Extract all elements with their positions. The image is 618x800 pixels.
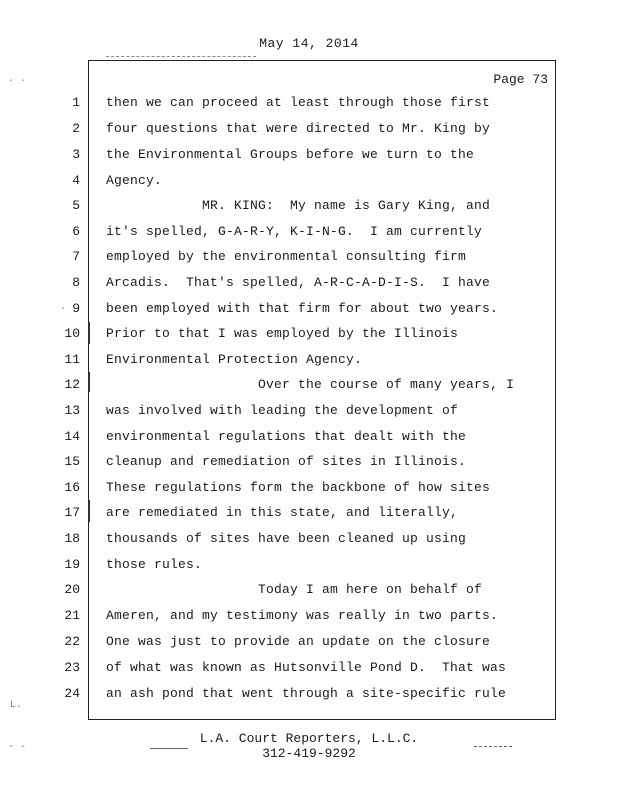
scan-speck: . . — [8, 74, 27, 85]
footer-company: L.A. Court Reporters, L.L.C. — [199, 731, 419, 746]
line-text: Prior to that I was employed by the Illinois — [106, 326, 459, 341]
line-text: Environmental Protection Agency. — [106, 352, 363, 367]
line-number: 13 — [64, 403, 80, 418]
line-text: employed by the environmental consulting firm — [106, 249, 467, 264]
line-text: environmental regulations that dealt with the — [106, 429, 467, 444]
line-text: are remediated in this state, and literally, — [106, 505, 459, 520]
margin-change-bar — [88, 500, 90, 522]
footer-phone: 312-419-9292 — [262, 746, 356, 761]
line-text: Ameren, and my testimony was really in two parts. — [106, 608, 499, 623]
line-number: 1 — [72, 95, 80, 110]
line-text: four questions that were directed to Mr. King by — [106, 121, 491, 136]
line-text: Agency. — [106, 173, 163, 188]
line-text: Arcadis. That's spelled, A-R-C-A-D-I-S. I have — [106, 275, 491, 290]
line-number: 7 — [72, 249, 80, 264]
line-text: an ash pond that went through a site-specific rule — [106, 686, 507, 701]
line-text: Today I am here on behalf of — [106, 582, 483, 597]
line-number: 3 — [72, 147, 80, 162]
line-number: 21 — [64, 608, 80, 623]
line-number: 24 — [64, 686, 80, 701]
line-number: 6 — [72, 224, 80, 239]
line-number: 9 — [72, 301, 80, 316]
line-number: 17 — [64, 505, 80, 520]
line-number: 16 — [64, 480, 80, 495]
line-number: 23 — [64, 660, 80, 675]
top-divider — [106, 56, 256, 58]
margin-change-bar — [88, 372, 90, 392]
line-number: 12 — [64, 377, 80, 392]
line-text: These regulations form the backbone of how sites — [106, 480, 491, 495]
line-text: it's spelled, G-A-R-Y, K-I-N-G. I am currently — [106, 224, 483, 239]
line-number: 11 — [64, 352, 80, 367]
line-number: 22 — [64, 634, 80, 649]
line-text: then we can proceed at least through those first — [106, 95, 491, 110]
line-text: of what was known as Hutsonville Pond D. That was — [106, 660, 507, 675]
line-number: 10 — [64, 326, 80, 341]
line-text: was involved with leading the development of — [106, 403, 459, 418]
scan-speck: - - — [8, 742, 27, 753]
line-number: 2 — [72, 121, 80, 136]
line-text: thousands of sites have been cleaned up using — [106, 531, 467, 546]
line-number: 8 — [72, 275, 80, 290]
scan-speck: . — [60, 302, 67, 313]
line-text: One was just to provide an update on the closure — [106, 634, 491, 649]
line-number: 20 — [64, 582, 80, 597]
line-text: MR. KING: My name is Gary King, and — [106, 198, 491, 213]
line-number: 15 — [64, 454, 80, 469]
header-date: May 14, 2014 — [259, 36, 359, 51]
line-text: been employed with that firm for about two years. — [106, 301, 499, 316]
line-number: 19 — [64, 557, 80, 572]
line-number: 5 — [72, 198, 80, 213]
line-number: 4 — [72, 173, 80, 188]
line-number: 14 — [64, 429, 80, 444]
line-text: the Environmental Groups before we turn to the — [106, 147, 475, 162]
page-number-label: Page 73 — [493, 72, 548, 87]
margin-change-bar — [88, 322, 90, 344]
line-text: those rules. — [106, 557, 203, 572]
line-text: cleanup and remediation of sites in Illinois. — [106, 454, 467, 469]
line-text: Over the course of many years, I — [106, 377, 515, 392]
scan-speck: L. — [10, 700, 23, 711]
line-number: 18 — [64, 531, 80, 546]
